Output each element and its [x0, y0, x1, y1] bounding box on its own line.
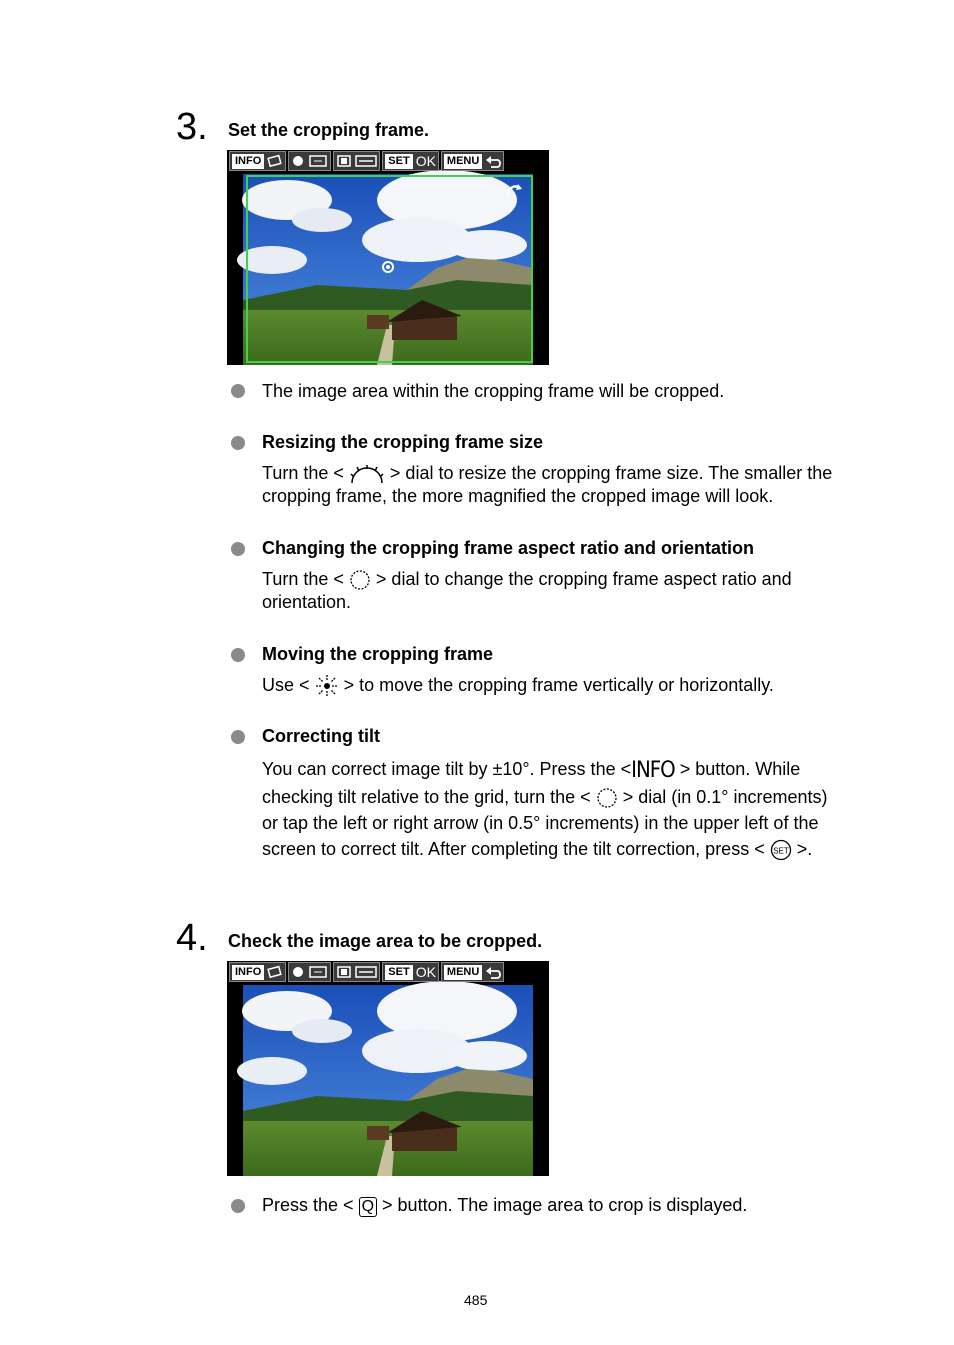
dial-tool-2[interactable]: [288, 962, 331, 982]
bullet-2: [231, 436, 245, 450]
bullet-1: [231, 384, 245, 398]
step-number-3: 3.: [176, 106, 208, 148]
dial-tool[interactable]: [288, 151, 331, 171]
menu-label-2: MENU: [444, 965, 482, 980]
press-q-paragraph: [262, 1194, 747, 1217]
zoom-icon: [336, 154, 352, 168]
bullet-6: [231, 1199, 245, 1213]
tilt-line3: or tap the left or right arrow (in 0.5° increments) in the upper left of the: [262, 813, 819, 833]
step-title-3: Set the cropping frame.: [228, 120, 430, 140]
move-text-a: Use <: [262, 675, 310, 695]
dial-icon: [291, 154, 305, 168]
aspect-paragraph: [262, 568, 882, 614]
zoom-tool-2[interactable]: [333, 962, 380, 982]
heading-tilt: Correcting tilt: [262, 726, 381, 746]
zoom-tool[interactable]: [333, 151, 380, 171]
step-title-4: Check the image area to be cropped.: [228, 931, 543, 951]
aspect-ratio-icon: [308, 154, 328, 168]
main-dial-icon: [349, 463, 385, 485]
resize-text-c: cropping frame, the more magnified the cropped image will look.: [262, 486, 774, 507]
bullet-5: [231, 730, 245, 744]
aspect-text-c: orientation.: [262, 592, 352, 613]
tilt-line4-a: screen to correct tilt. After completing the tilt correction, press <: [262, 839, 765, 859]
press-q-text-a: Press the <: [262, 1195, 354, 1215]
zoom-icon-2: [336, 965, 352, 979]
info-label-2: INFO: [232, 965, 264, 980]
menu-label: MENU: [444, 154, 482, 169]
press-q-text-b: > button. The image area to crop is displayed.: [382, 1195, 748, 1215]
screen-toolbar-2: [229, 962, 504, 982]
multi-controller-icon: [315, 674, 339, 698]
heading-move: Moving the cropping frame: [262, 644, 494, 664]
page-number: 485: [464, 1292, 488, 1308]
return-icon-2: [485, 965, 501, 979]
quick-control-dial-icon: [349, 569, 371, 591]
menu-back-button[interactable]: [441, 151, 504, 171]
heading-aspect: Changing the cropping frame aspect ratio and orientation: [262, 538, 755, 558]
heading-resize: Resizing the cropping frame size: [262, 432, 544, 452]
tilt-line2-a: checking tilt relative to the grid, turn the <: [262, 787, 591, 807]
tilt-line1-a: You can correct image tilt by ±10°. Press the <: [262, 759, 632, 779]
set-button-icon: [770, 839, 792, 861]
move-text-b: > to move the cropping frame vertically or horizontally.: [343, 675, 774, 695]
set-ok-button[interactable]: [382, 151, 439, 171]
aspect-ratio-icon-2: [308, 965, 328, 979]
camera-screen-crop: [227, 150, 549, 365]
camera-screen-preview: [227, 961, 549, 1176]
info-tool-2[interactable]: [229, 962, 286, 982]
set-label: SET: [385, 154, 412, 169]
screen-toolbar: [229, 151, 504, 171]
aspect-text-b: > dial to change the cropping frame aspect ratio and: [375, 569, 792, 589]
tilt-line1-b: > button. While: [679, 759, 801, 779]
menu-back-button-2[interactable]: [441, 962, 504, 982]
tilt-tool-icon: [267, 154, 283, 168]
tilt-line4-b: >.: [796, 839, 813, 859]
tilt-arrow-icon[interactable]: [504, 180, 524, 200]
frame-center-icon: [379, 258, 397, 276]
step-number-4: 4.: [176, 917, 208, 959]
resize-paragraph: [262, 462, 882, 508]
move-tool-icon-2: [355, 965, 377, 979]
resize-text-b: > dial to resize the cropping frame size. The smaller the: [389, 463, 833, 483]
dial-icon-2: [291, 965, 305, 979]
landscape-photo-preview: [227, 961, 549, 1176]
info-button-glyph: INFO: [631, 758, 675, 783]
tilt-line2-b: > dial (in 0.1° increments): [622, 787, 828, 807]
quick-control-dial-icon-2: [596, 787, 618, 809]
move-tool-icon: [355, 154, 377, 168]
info-label: INFO: [232, 154, 264, 169]
set-ok-button-2[interactable]: [382, 962, 439, 982]
bullet-3: [231, 542, 245, 556]
bullet-4: [231, 648, 245, 662]
bullet-cropped-area: The image area within the cropping frame will be cropped.: [262, 381, 725, 401]
move-paragraph: [262, 674, 882, 698]
ok-label-2: OK: [415, 964, 436, 980]
ok-label: OK: [415, 153, 436, 169]
tilt-tool-icon-2: [267, 965, 283, 979]
set-label-2: SET: [385, 965, 412, 980]
tilt-paragraph: [262, 756, 902, 862]
q-button-glyph: Q: [359, 1197, 377, 1217]
svg-text:SET: SET: [772, 846, 789, 856]
return-icon: [485, 154, 501, 168]
resize-text-a: Turn the <: [262, 463, 344, 483]
info-tool[interactable]: [229, 151, 286, 171]
aspect-text-a: Turn the <: [262, 569, 344, 589]
